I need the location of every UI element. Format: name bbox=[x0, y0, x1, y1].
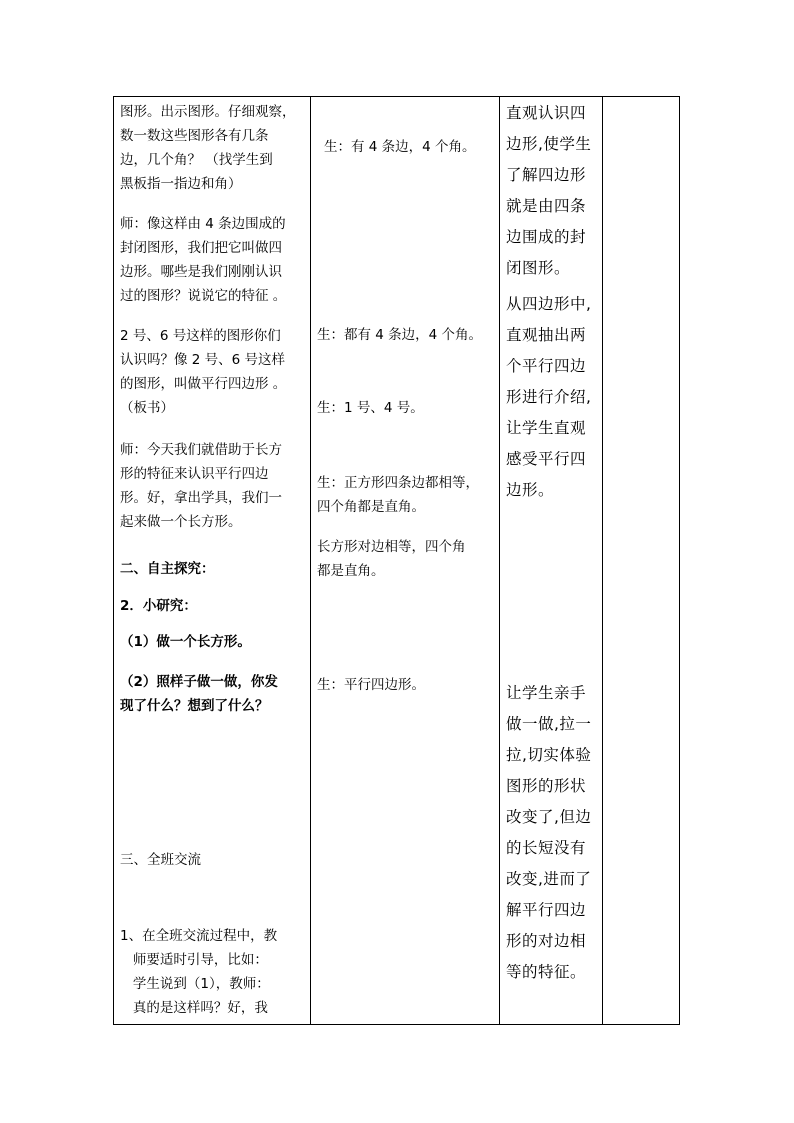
design-note: 让学生亲手 做一做,拉一 拉,切实体验 图形的形状 改变了,但边 的长短没有 改变,进而了 解平行四边 形的对边相 等的特征。 bbox=[506, 684, 592, 981]
student-answer: 生：都有 4 条边，4 个角。 bbox=[317, 327, 483, 343]
teacher-activity-column bbox=[120, 97, 306, 1024]
paragraph: 2 号、6 号这样的图形你们 认识吗？像 2 号、6 号这样 的图形，叫做平行四边形 。 （板书） bbox=[120, 328, 287, 416]
paragraph: 图形。出示图形。仔细观察， 数一数这些图形各有几条 边，几个角？ （找学生到 黑板指一指边和角） bbox=[120, 104, 296, 192]
design-note: 直观认识四 边形,使学生 了解四边形 就是由四条 边围成的封 闭图形。 bbox=[506, 104, 592, 277]
section-heading: 二、自主探究： bbox=[120, 561, 215, 577]
student-answer: 生：正方形四条边都相等， 四个角都是直角。 bbox=[317, 475, 479, 515]
section-subheading: （1）做一个长方形。 bbox=[120, 634, 251, 650]
student-answer: 生：平行四边形。 bbox=[317, 677, 425, 693]
student-answer: 生：有 4 条边，4 个角。 bbox=[324, 139, 476, 155]
paragraph: 师：像这样由 4 条边围成的 封闭图形，我们把它叫做四 边形。哪些是我们刚刚认识 过的图形？说说它的特征 。 bbox=[120, 216, 287, 304]
section-heading: 三、全班交流 bbox=[120, 852, 201, 868]
column-divider bbox=[310, 97, 311, 1024]
empty-column bbox=[603, 97, 679, 1024]
paragraph: 1、在全班交流过程中，教 师要适时引导，比如： 学生说到（1），教师： 真的是这样吗？好，我 bbox=[120, 928, 278, 1016]
section-subheading: 2．小研究： bbox=[120, 598, 197, 614]
student-answer: 长方形对边相等，四个角 都是直角。 bbox=[317, 539, 466, 579]
design-note: 从四边形中, 直观抽出两 个平行四边 形进行介绍, 让学生直观 感受平行四 边形。 bbox=[506, 295, 592, 499]
column-divider bbox=[499, 97, 500, 1024]
paragraph: 师：今天我们就借助于长方 形的特征来认识平行四边 形。好，拿出学具，我们一 起来做一个长方形。 bbox=[120, 442, 282, 530]
section-subheading: （2）照样子做一做，你发 现了什么？想到了什么？ bbox=[120, 674, 278, 714]
student-answer: 生：1 号、4 号。 bbox=[317, 400, 424, 416]
design-intent-column bbox=[506, 97, 600, 1024]
student-response-column bbox=[317, 97, 497, 1024]
lesson-table bbox=[113, 96, 680, 1025]
